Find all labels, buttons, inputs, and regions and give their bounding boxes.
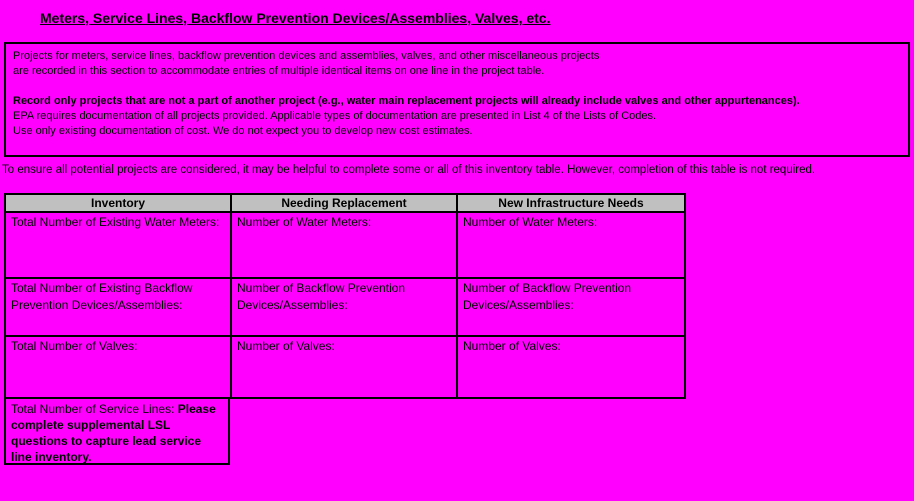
instructions-line: are recorded in this section to accommodate entries of multiple identical items on one line in the project table. [13,65,545,77]
cell-water-meters-new[interactable]: Number of Water Meters: [457,212,685,278]
table-row-water-meters [5,212,685,278]
header-cell-new-infrastructure-needs: New Infrastructure Needs [457,194,685,212]
inventory-table [4,193,686,399]
instructions-bold-line: Record only projects that are not a part of another project (e.g., water main replacement projects will already include valves and other appurtenances). [13,95,800,107]
page-title: Meters, Service Lines, Backflow Prevention Devices/Assemblies, Valves, etc. [40,10,551,26]
cell-backflow-devices-new[interactable]: Number of Backflow Prevention Devices/Assemblies: [457,278,685,336]
inventory-note: To ensure all potential projects are considered, it may be helpful to complete some or all of this inventory table. However, completion of this table is not required. [2,164,816,176]
cell-existing-backflow-devices[interactable]: Total Number of Existing Backflow Prevention Devices/Assemblies: [5,278,231,336]
instructions-box [4,42,910,157]
header-cell-inventory: Inventory [5,194,231,212]
service-lines-label: Total Number of Service Lines: [11,402,175,416]
table-header-row [5,194,685,212]
instructions-line: Use only existing documentation of cost. We do not expect you to develop new cost estimates. [13,125,473,137]
service-lines-box[interactable] [4,397,230,465]
service-lines-lsl-note: Please complete supplemental LSL questions to capture lead service line inventory. [11,402,216,464]
table-row-valves [5,336,685,398]
cell-valves-replacement[interactable]: Number of Valves: [231,336,457,398]
table-row-backflow-devices [5,278,685,336]
instructions-line: EPA requires documentation of all projects provided. Applicable types of documentation are presented in List 4 of the Lists of Codes. [13,110,657,122]
instructions-line: Projects for meters, service lines, backflow prevention devices and assemblies, valves, and other miscellaneous projects [13,50,600,62]
cell-backflow-devices-replacement[interactable]: Number of Backflow Prevention Devices/Assemblies: [231,278,457,336]
header-cell-needing-replacement: Needing Replacement [231,194,457,212]
paragraph-gap [13,79,901,94]
cell-water-meters-replacement[interactable]: Number of Water Meters: [231,212,457,278]
cell-valves-new[interactable]: Number of Valves: [457,336,685,398]
cell-existing-water-meters[interactable]: Total Number of Existing Water Meters: [5,212,231,278]
cell-existing-valves[interactable]: Total Number of Valves: [5,336,231,398]
